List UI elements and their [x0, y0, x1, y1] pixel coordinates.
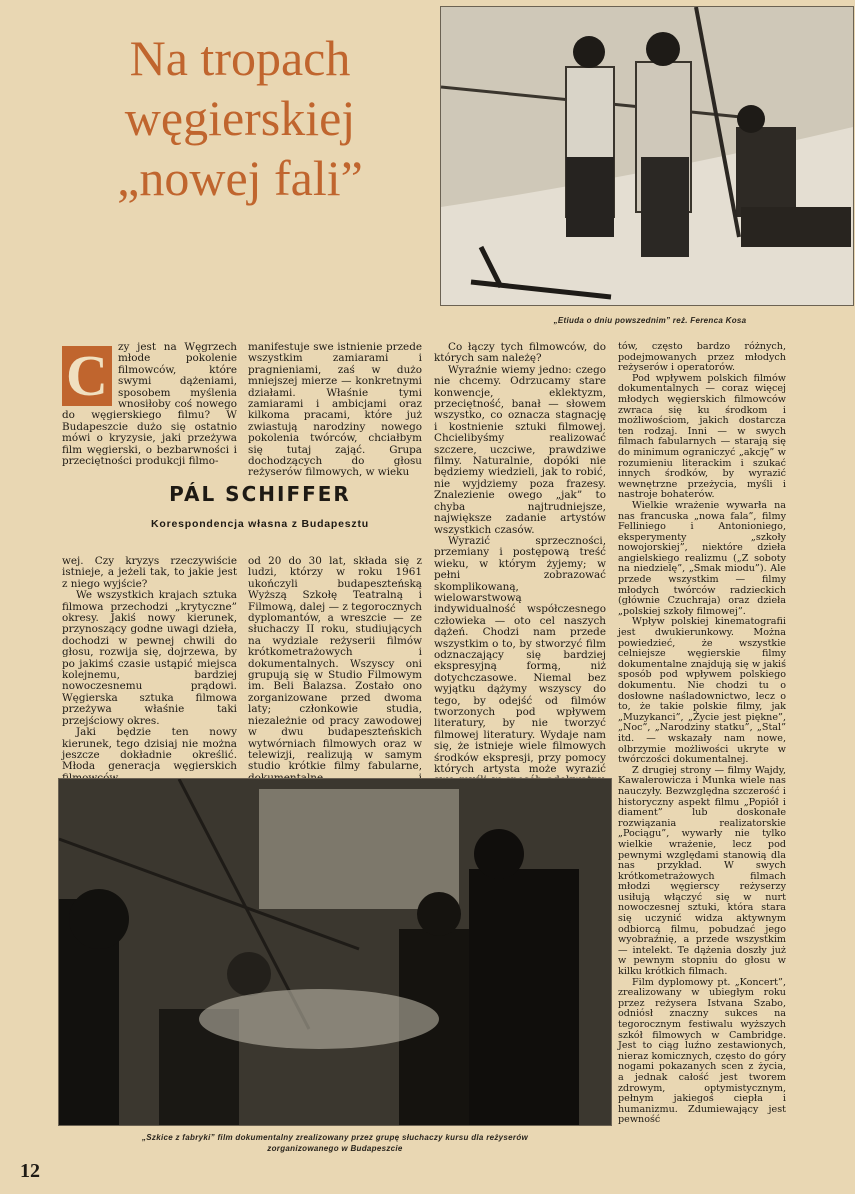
column-2-bottom [248, 556, 422, 796]
column-1-bottom [62, 556, 237, 784]
title-line-1: Na tropach [129, 30, 351, 86]
col1-paragraph-2: We wszystkich krajach sztuka filmowa przechodzi „krytyczne” okresy. Jakiś nowy kierunek, przynoszący godne uwagi dzieła, dochodzi w pewnej chwili do głosu, rozwija się, dojrzewa, by po jakimś czasie ustąpić miejsca kolejnemu, bardziej nowoczesnemu prądowi. Węgierska sztuka filmowa przeżywa właśnie taki przejściowy okres. [62, 589, 237, 727]
col4-paragraph-4: Wpływ polskiej kinematografii jest dwukierunkowy. Można powiedzieć, że wszystkie celniejsze węgierskie filmy dokumentalne znajdują się w jakiś sposób pod wpływem polskiego dokumentu. Nie chodzi tu o dosłowne naśladownictwo, lecz o to, że takie polskie filmy, jak „Muzykanci”, „Życie jest piękne”, „Noc”, „Narodziny statku”, „Stal” itd. — wskazały nam nowe, olbrzymie możliwości ukryte w twórczości dokumentalnej. [618, 616, 786, 766]
col4-paragraph-2: Pod wpływem polskich filmów dokumentalnych — coraz więcej młodych węgierskich filmowców zwraca się ku środkom i możliwościom, jakich dostarcza ten rodzaj. Inni — w swych filmach fabularnych — starają się do minimum ograniczyć „akcję” w rozumieniu literackim i szukać innych środków, by wyrazić wewnętrzne przeżycia, myśli i nastroje bohaterów. [618, 372, 786, 501]
col3-paragraph-3: Wyrazić sprzeczności, przemiany i postępową treść wieku, w którym żyjemy; w pełni zobrazować skomplikowaną, wielowarstwową indywidualność współczesnego człowieka — oto cel naszych dążeń. Chodzi nam przede wszystkim o to, by stworzyć film odznaczający się bardziej ekspresyjną formą, niż dotychczasowe. Niemal bez wyjątku dążymy wszyscy do tego, by odejść od filmów tworzonych pod wpływem literatury, by nie tworzyć filmowej literatury. Wydaje nam się, że istnieje wiele filmowych środków ekspresji, przy pomocy których artysta może wyrazić [434, 534, 606, 776]
col2-top-paragraph: manifestuje swe istnienie przede wszystkim zamiarami i pragnieniami, zaś w dużo mniejszej mierze — konkretnymi działami. Właśnie tymi zamiarami i ambicjami oraz kilkoma pracami, które już zwiastują narodziny nowego pokolenia twórców, chciałbym się tutaj zająć. Grupa dochodzących do głosu reżyserów filmowych, w wieku [248, 341, 422, 479]
col1-paragraph-1: wej. Czy kryzys rzeczywiście istnieje, a jeżeli tak, to jakie jest z niego wyjście? [62, 555, 237, 590]
column-1-top [62, 342, 237, 467]
title-line-3: „nowej fali” [117, 150, 363, 206]
column-3 [434, 342, 606, 821]
col1-paragraph-3: Jaki będzie ten nowy kierunek, tego dzisiaj nie można jeszcze dokładnie określić. Młoda generacja węgierskich [62, 726, 237, 773]
col2-bottom-paragraph: od 20 do 30 lat, składa się z ludzi, którzy w roku 1961 ukończyli budapeszteńską Wyższą Szkołę Teatralną i Filmową, dalej — z tegorocznych dyplomantów, a wreszcie — ze słuchaczy II roku, studiujących na wydziale reżyserii filmów krótkometrażowych i dokumentalnych. Wszyscy oni grupują się w Studio Filmowym im. Beli Balazsa. Zostało ono zorganizowane przed dwoma laty; członkowie studia, niezależnie od pracy zawodowej w dwu budapeszteńskich wytwórniach filmowych oraz w telewizji, realizują w samym studio krótkie filmy fabularne, [248, 555, 422, 773]
correspondent-subtitle: Korespondencja własna z Budapesztu [151, 518, 369, 530]
col4-paragraph-1: tów, często bardzo różnych, podejmowanych przez młodych reżyserów i operatorów. [618, 341, 786, 374]
intro-paragraph: zy jest na Węgrzech młode pokolenie filmowców, które swymi dążeniami, sposobem myślenia wnosiłoby coś nowego do węgierskiego filmu? W Budapeszcie dużo się ostatnio mówi o kryzysie, jaki przeżywa film węgierski, o bezbarwności i przeciętności produkcji filmo- [62, 341, 237, 468]
col3-paragraph-1: Co łączy tych filmowców, do których sam należę? [434, 341, 606, 365]
drop-cap: C [62, 346, 112, 406]
title-line-2: węgierskiej [124, 90, 356, 146]
column-4 [618, 342, 786, 1126]
page-number: 12 [20, 1160, 40, 1182]
photo-bottom-caption: „Szkice z fabryki” film dokumentalny zrealizowany przez grupę słuchaczy kursu dla reżyserów zorganizowanego w Budapeszcie [141, 1133, 529, 1153]
col4-paragraph-5: Z drugiej strony — filmy Wajdy, Kawalerowicza i Munka wiele nas nauczyły. Bezwzględna szczerość i historyczny aspekt filmu „Popiół i diament” lub doskonałe rozwiązania realizatorskie „Pociągu”, wywarły nie tylko wielkie wrażenie, lecz pod pewnymi względami stanowią dla nas przykład. W swych krótkometrażowych filmach młodzi węgierscy reżyserzy usiłują włączyć się w nurt nowoczesnej sztuki, która stara się uczynić widza aktywnym odbiorcą filmu, pobudzać jego wyobraźnię, a przede wszystkim — intelekt. Te dążenia doszły już w pewnym stopniu do głosu w kilku krótkich filmach. [618, 764, 786, 978]
col3-paragraph-2: Wyraźnie wiemy jedno: czego nie chcemy. Odrzucamy stare konwencje, eklektyzm, przeciętność, banał — słowem wszystko, co oznacza stagnację i kostnienie sztuki filmowej. Chcielibyśmy realizować szczere, uczciwe, prawdziwe filmy. Naturalnie, dopóki nie będziemy wiedzieli, jak to robić, nie wyjdziemy poza frazesy. Znalezienie owego „jak” to chyba najtrudniejsze, największe zadanie artystów wszystkich czasów. [434, 363, 606, 536]
photo-men-on-slope [441, 7, 853, 305]
photo-top-caption: „Etiuda o dniu powszednim” reż. Ferenca Kosa [553, 316, 747, 325]
author-byline: PÁL SCHIFFER [169, 482, 351, 506]
article-title [60, 28, 420, 208]
col4-paragraph-6: Film dyplomowy pt. „Koncert”, zrealizowany w ubiegłym roku przez reżysera Istvana Szabo, odniósł znaczny sukces na tegorocznym festiwalu wyższych szkół filmowych w Cambridge. Jest to ciąg luźno zestawionych, nieraz komicznych, często do góry nogami pokazanych scen z życia, a jednak całość jest tworem zdrowym, optymistycznym, pełnym jakiegoś ciepła i humanizmu. Zdumiewający jest pewność [618, 976, 786, 1126]
column-2-top [248, 342, 422, 479]
photo-top [440, 6, 854, 306]
photo-factory-workers [59, 779, 611, 1125]
photo-bottom [58, 778, 612, 1126]
col4-paragraph-3: Wielkie wrażenie wywarła na nas francuska „nowa fala”, filmy Felliniego i Antonioniego, eksperymenty „szkoły nowojorskiej”, niektóre dzieła angielskiego realizmu („Z soboty na niedzielę”, „Smak miodu”). Ale przede wszystkim — filmy młodych twórców radzieckich (głównie Czuchraja) oraz dzieła „polskiej szkoły filmowej”. [618, 499, 786, 617]
